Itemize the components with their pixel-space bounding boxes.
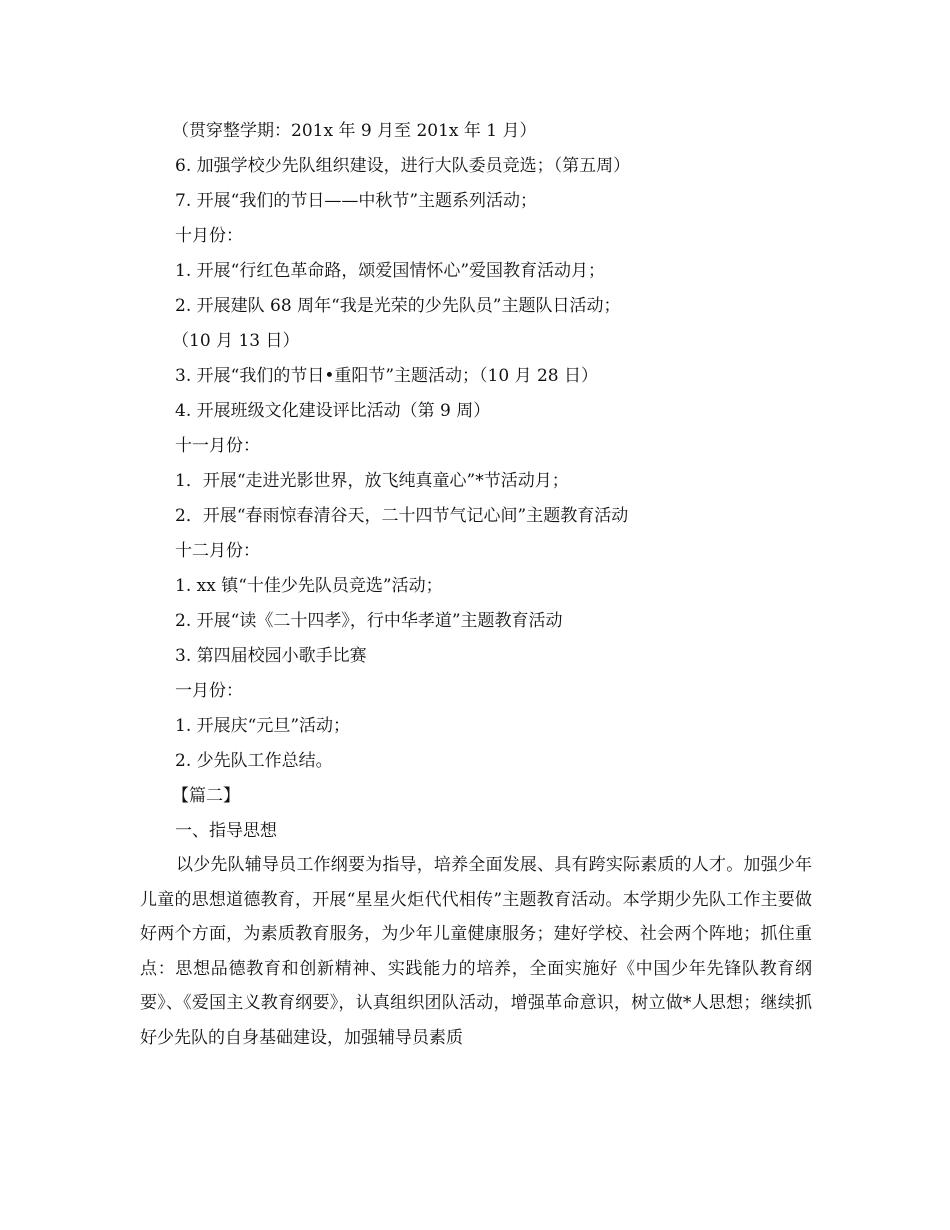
doc-line-item: 1. 开展庆“元旦”活动；	[175, 716, 351, 736]
doc-month-heading: 十一月份：	[175, 436, 260, 456]
doc-month-heading: 一月份：	[175, 681, 243, 701]
doc-line-item: 1．开展“走进光影世界，放飞纯真童心”*节活动月；	[175, 471, 569, 491]
doc-line-item: 7. 开展“我们的节日——中秋节”主题系列活动；	[175, 191, 538, 211]
doc-line-item: 3. 开展“我们的节日•重阳节”主题活动；（10 月 28 日）	[175, 366, 599, 386]
doc-line-period: （贯穿整学期：201x 年 9 月至 201x 年 1 月）	[172, 121, 537, 141]
doc-line-item: 2. 少先队工作总结。	[175, 751, 333, 771]
doc-line-item: 2. 开展建队 68 周年“我是光荣的少先队员”主题队日活动；	[175, 296, 621, 316]
doc-body-paragraph: 以少先队辅导员工作纲要为指导，培养全面发展、具有跨实际素质的人才。加强少年儿童的思想道德教育，开展“星星火炬代代相传”主题教育活动。本学期少先队工作主要做好两个方面，为素质教育服务，为少年儿童健康服务；建好学校、社会两个阵地；抓住重点：思想品德教育和创新精神、实践能力的培养，全面实施好《中国少年先锋队教育纲要》、《爱国主义教育纲要》，认真组织团队活动，增强革命意识，树立做*人思想；继续抓好少先队的自身基础建设，加强辅导员素质	[140, 855, 812, 1048]
doc-line-item: 1. 开展“行红色革命路，颂爱国情怀心”爱国教育活动月；	[175, 261, 606, 281]
doc-month-heading: 十月份：	[175, 226, 243, 246]
doc-section-heading: 【篇二】	[172, 786, 240, 806]
doc-line-item: 2. 开展“读《二十四孝》，行中华孝道”主题教育活动	[175, 611, 563, 631]
doc-line-date: （10 月 13 日）	[172, 331, 300, 351]
doc-line-item: 6. 加强学校少先队组织建设，进行大队委员竞选；（第五周）	[175, 156, 631, 176]
doc-subsection-heading: 一、指导思想	[175, 821, 277, 841]
doc-line-item: 1. xx 镇“十佳少先队员竞选”活动；	[175, 576, 443, 596]
doc-month-heading: 十二月份：	[175, 541, 260, 561]
doc-line-item: 2．开展“春雨惊春清谷天，二十四节气记心间”主题教育活动	[175, 506, 629, 526]
doc-line-item: 4. 开展班级文化建设评比活动（第 9 周）	[175, 401, 491, 421]
doc-line-item: 3. 第四届校园小歌手比赛	[175, 646, 367, 666]
